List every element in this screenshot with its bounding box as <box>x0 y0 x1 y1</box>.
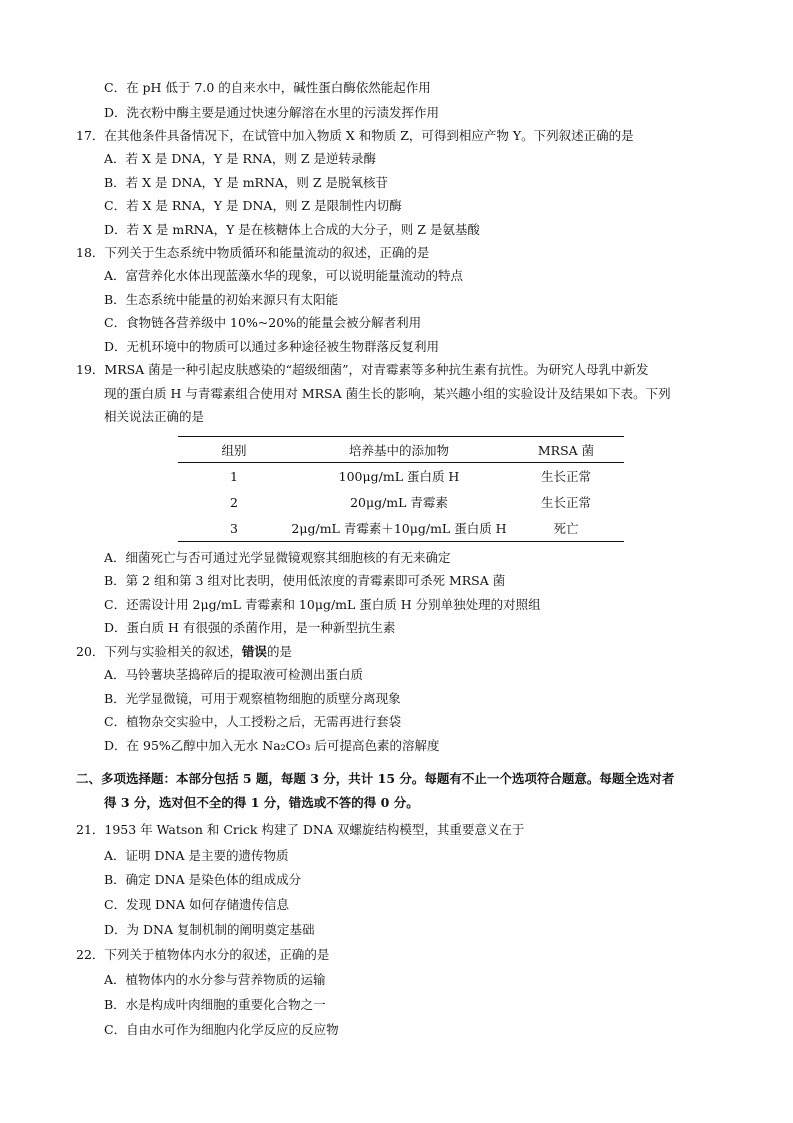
line-text: D．若 X 是 mRNA，Y 是在核糖体上合成的大分子，则 Z 是氨基酸 <box>104 222 480 237</box>
line-text: 17．在其他条件具备情况下，在试管中加入物质 X 和物质 Z，可得到相应产物 Y。下列叙述正确的是 <box>76 128 634 143</box>
answer-option-line <box>104 667 363 683</box>
answer-option-line <box>104 292 338 308</box>
question-stem-line <box>76 362 648 378</box>
line-text: D．在 95%乙醇中加入无水 Na₂CO₃ 后可提高色素的溶解度 <box>104 738 440 753</box>
answer-option-line <box>104 848 288 864</box>
table-cell: 20μg/mL 青霉素 <box>350 495 448 510</box>
answer-option-line <box>104 872 301 888</box>
line-text: A．细菌死亡与否可通过光学显微镜观察其细胞核的有无来确定 <box>104 550 451 565</box>
answer-option-line <box>104 151 376 167</box>
table-cell: 生长正常 <box>540 495 591 510</box>
answer-option-line <box>104 315 421 331</box>
line-text: C．若 X 是 RNA，Y 是 DNA，则 Z 是限制性内切酶 <box>104 198 402 213</box>
table-cell: 100μg/mL 蛋白质 H <box>338 469 460 484</box>
section-heading-line <box>76 771 674 787</box>
table-cell: 死亡 <box>508 515 624 542</box>
table-row <box>178 489 624 515</box>
answer-option-line <box>104 550 451 566</box>
line-text: C．在 pH 低于 7.0 的自来水中，碱性蛋白酶依然能起作用 <box>104 80 431 95</box>
line-text: D．洗衣粉中酶主要是通过快速分解溶在水里的污渍发挥作用 <box>104 105 440 120</box>
table-cell: 2μg/mL 青霉素＋10μg/mL 蛋白质 H <box>290 515 508 542</box>
answer-option-line <box>104 738 439 754</box>
table-header-additive: 培养基中的添加物 <box>290 437 508 463</box>
answer-option-line <box>104 714 401 730</box>
line-text: 20．下列与实验相关的叙述， <box>76 644 242 659</box>
line-text: 得 3 分，选对但不全的得 1 分，错选或不答的得 0 分。 <box>104 795 419 810</box>
table-row <box>178 515 624 542</box>
line-text: A．马铃薯块茎捣碎后的提取液可检测出蛋白质 <box>104 667 364 682</box>
line-text: C．发现 DNA 如何存储遗传信息 <box>104 897 289 912</box>
table-cell: 1 <box>230 468 238 484</box>
line-text: 现的蛋白质 H 与青霉素组合使用对 MRSA 菌生长的影响，某兴趣小组的实验设计及结果如下表。下列 <box>104 386 671 401</box>
line-text: C．食物链各营养级中 10%~20%的能量会被分解者利用 <box>104 315 422 330</box>
emphasis-text: 错误 <box>241 644 267 659</box>
line-text: A．植物体内的水分参与营养物质的运输 <box>104 972 326 987</box>
answer-option-line <box>104 620 395 636</box>
line-text: C．自由水可作为细胞内化学反应的反应物 <box>104 1022 339 1037</box>
line-text: 22．下列关于植物体内水分的叙述，正确的是 <box>76 947 330 962</box>
answer-option-line <box>104 80 431 96</box>
answer-option-line <box>104 897 289 913</box>
answer-option-line <box>104 339 439 355</box>
answer-option-line <box>104 972 326 988</box>
line-text: B．光学显微镜，可用于观察植物细胞的质壁分离现象 <box>104 691 401 706</box>
line-text: B．确定 DNA 是染色体的组成成分 <box>104 872 302 887</box>
answer-option-line <box>104 175 388 191</box>
question-stem-line <box>76 822 524 838</box>
table-cell: 生长正常 <box>540 469 591 484</box>
answer-option-line <box>104 691 401 707</box>
line-text: 相关说法正确的是 <box>104 409 205 424</box>
section-heading-line <box>104 795 419 811</box>
line-text: C．还需设计用 2μg/mL 青霉素和 10μg/mL 蛋白质 H 分别单独处理的对照组 <box>104 597 541 612</box>
table-cell: 3 <box>178 515 290 542</box>
question-stem-continuation <box>104 409 204 425</box>
question-stem-line <box>76 947 329 963</box>
answer-option-line <box>104 597 541 613</box>
table-row <box>178 463 624 490</box>
question-stem-line <box>76 644 292 660</box>
question-stem-line <box>76 245 429 261</box>
line-text: A．证明 DNA 是主要的遗传物质 <box>104 848 289 863</box>
line-text: B．生态系统中能量的初始来源只有太阳能 <box>104 292 339 307</box>
line-text: D．蛋白质 H 有很强的杀菌作用，是一种新型抗生素 <box>104 620 396 635</box>
answer-option-line <box>104 922 314 938</box>
answer-option-line <box>104 1022 339 1038</box>
question-stem-continuation <box>104 386 671 402</box>
line-text: D．为 DNA 复制机制的阐明奠定基础 <box>104 922 315 937</box>
line-text: 二、多项选择题：本部分包括 5 题，每题 3 分，共计 15 分。每题有不止一个选项符合题意。每题全选对者 <box>76 771 675 786</box>
mrsa-experiment-table <box>178 436 624 542</box>
line-text-tail: 的是 <box>266 644 292 659</box>
answer-option-line <box>104 268 463 284</box>
line-text: B．第 2 组和第 3 组对比表明，使用低浓度的青霉素即可杀死 MRSA 菌 <box>104 573 506 588</box>
table-header-mrsa: MRSA 菌 <box>508 437 624 463</box>
line-text: 18．下列关于生态系统中物质循环和能量流动的叙述，正确的是 <box>76 245 430 260</box>
line-text: 19．MRSA 菌是一种引起皮肤感染的“超级细菌”，对青霉素等多种抗生素有抗性。为研究人母乳中新发 <box>76 362 649 377</box>
line-text: C．植物杂交实验中，人工授粉之后，无需再进行套袋 <box>104 714 402 729</box>
answer-option-line <box>104 573 505 589</box>
table-header-group: 组别 <box>178 437 290 463</box>
table-header-row <box>178 437 624 463</box>
answer-option-line <box>104 222 480 238</box>
answer-option-line <box>104 198 402 214</box>
line-text: A．富营养化水体出现蓝藻水华的现象，可以说明能量流动的特点 <box>104 268 464 283</box>
answer-option-line <box>104 105 439 121</box>
line-text: B．若 X 是 DNA，Y 是 mRNA，则 Z 是脱氧核苷 <box>104 175 389 190</box>
line-text: A．若 X 是 DNA，Y 是 RNA，则 Z 是逆转录酶 <box>104 151 377 166</box>
answer-option-line <box>104 997 326 1013</box>
line-text: D．无机环境中的物质可以通过多种途径被生物群落反复利用 <box>104 339 440 354</box>
line-text: B．水是构成叶肉细胞的重要化合物之一 <box>104 997 326 1012</box>
table-cell: 2 <box>230 494 238 510</box>
line-text: 21．1953 年 Watson 和 Crick 构建了 DNA 双螺旋结构模型，其重要意义在于 <box>76 822 525 837</box>
question-stem-line <box>76 128 634 144</box>
